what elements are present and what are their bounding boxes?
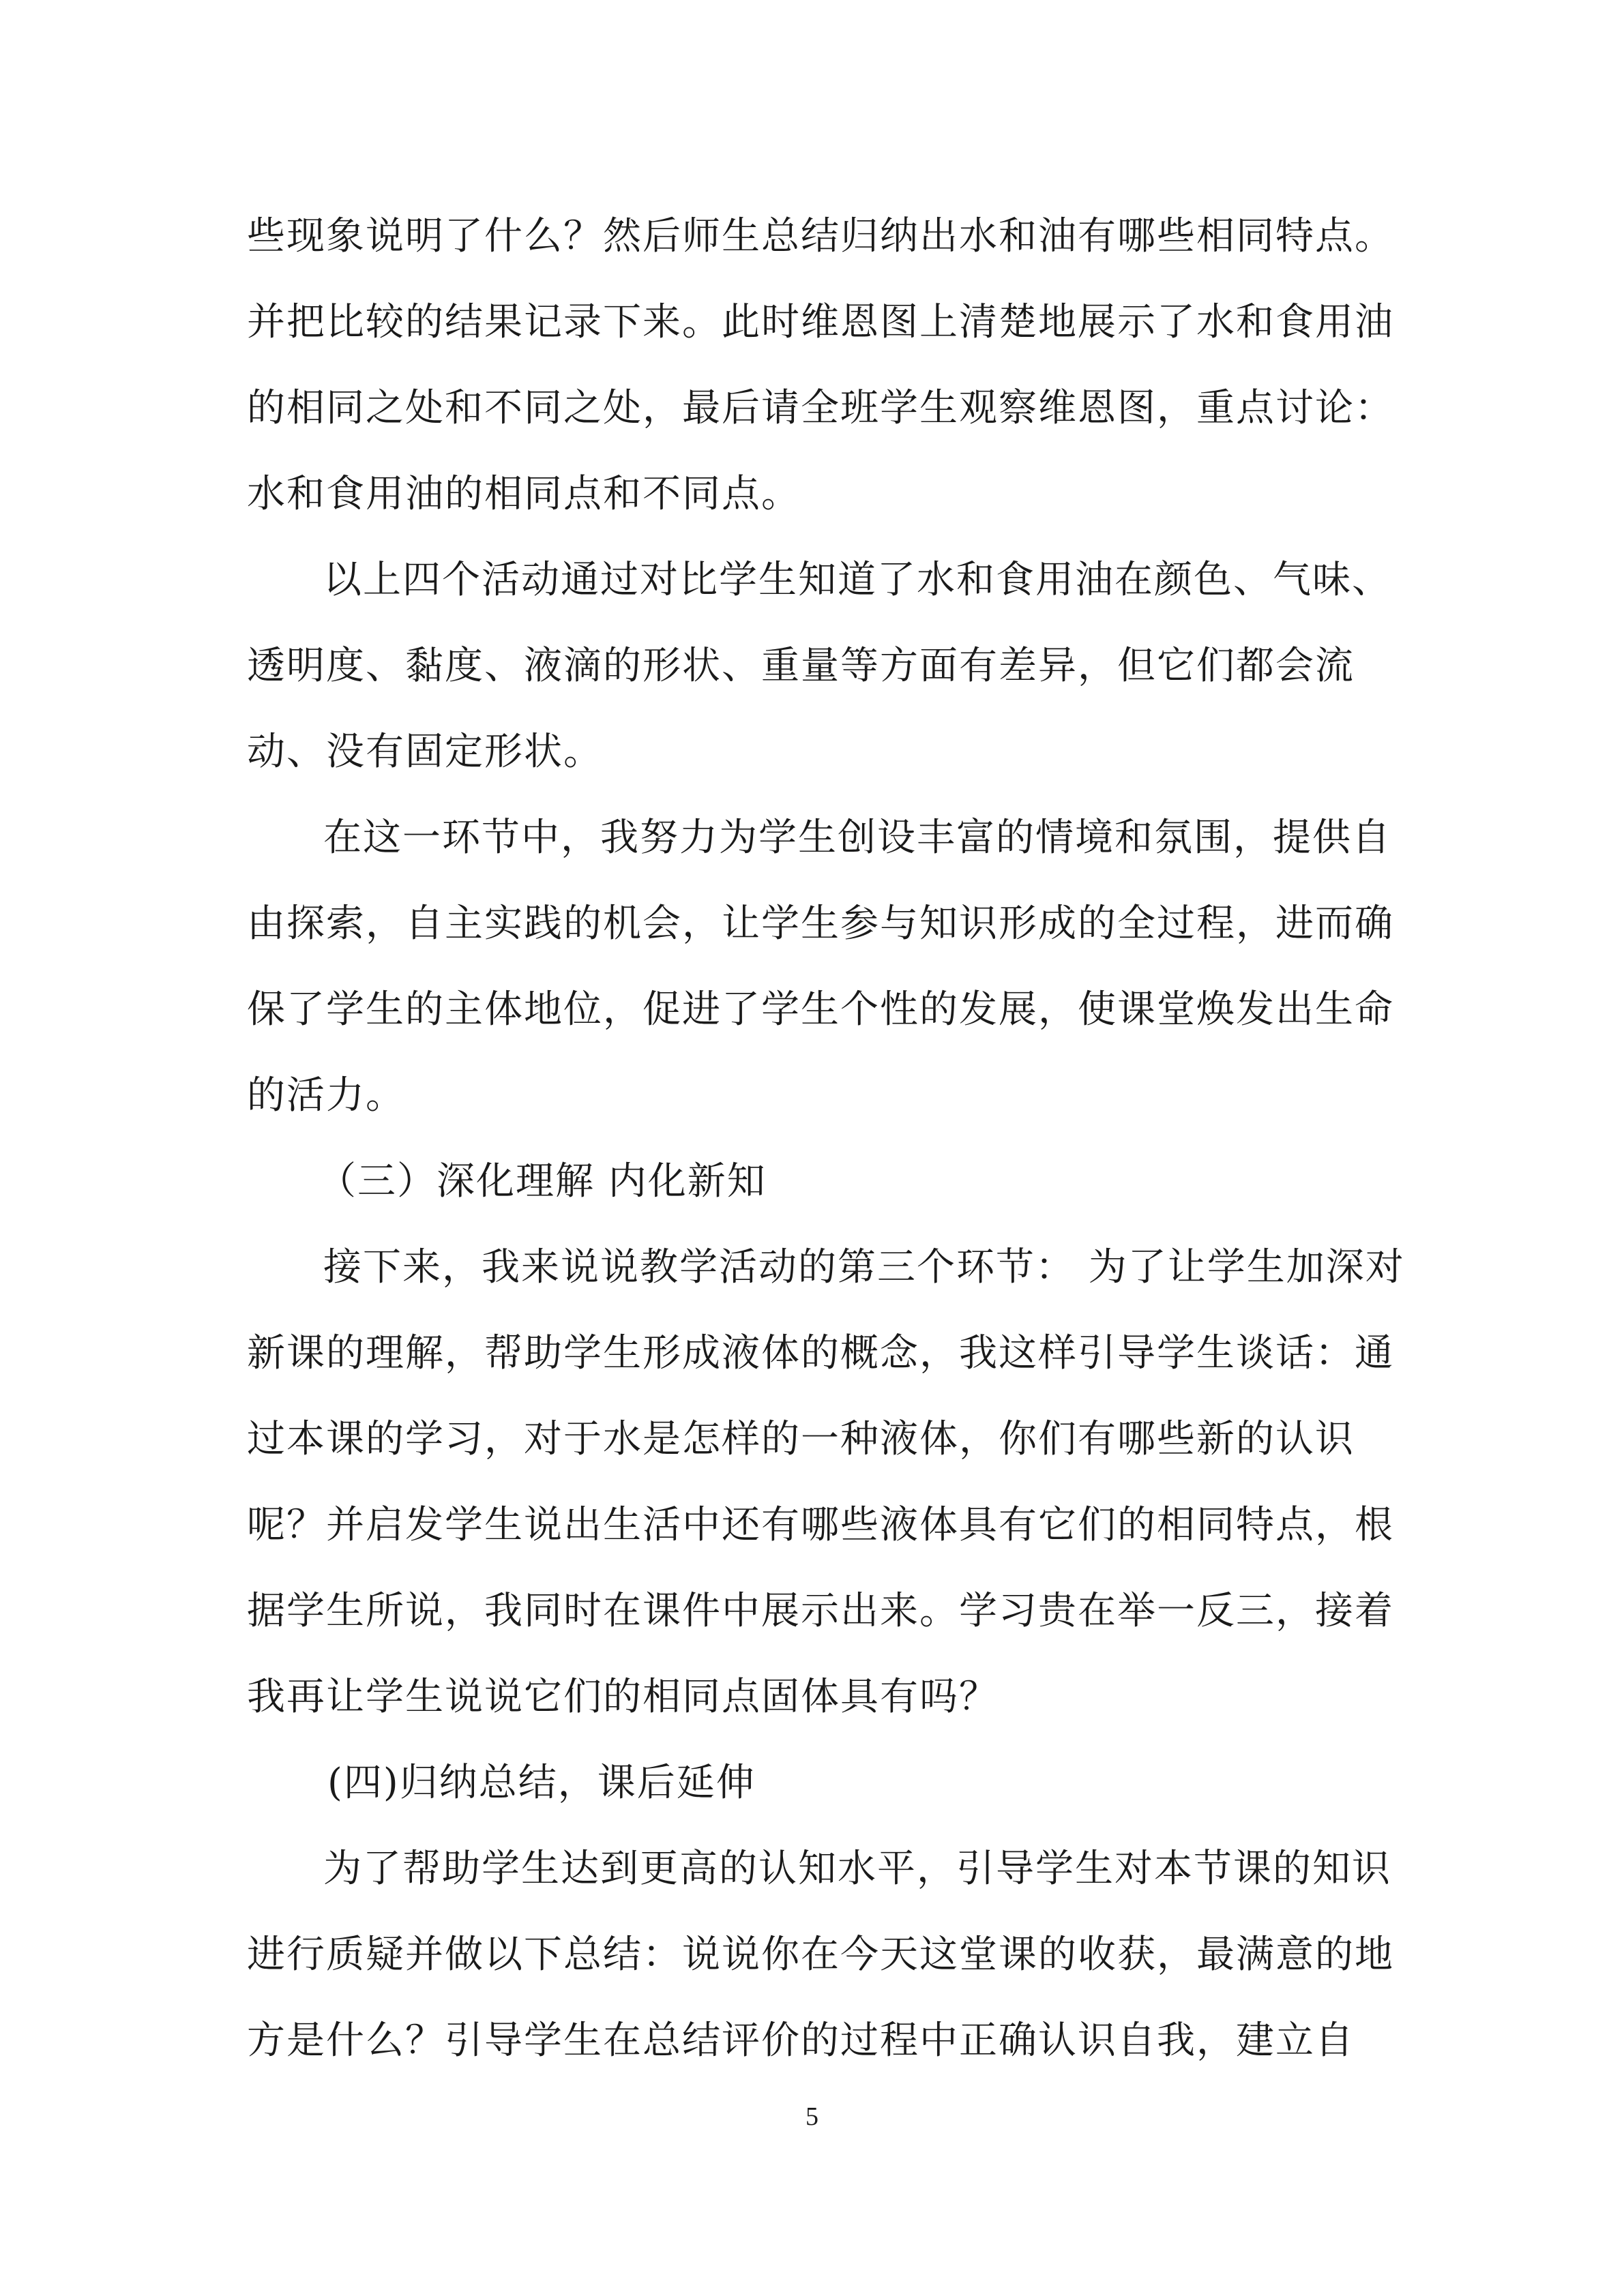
paragraph-first-line: 接下来，我来说说教学活动的第三个环节： 为了让学生加深对 bbox=[323, 1245, 1405, 1289]
paragraph-first-line: 为了帮助学生达到更高的认知水平，引导学生对本节课的知识 bbox=[323, 1847, 1391, 1891]
paragraph-first-line: 以上四个活动通过对比学生知道了水和食用油在颜色、气味、 bbox=[323, 558, 1391, 602]
text-line: 新课的理解，帮助学生形成液体的概念，我这样引导学生谈话：通 bbox=[247, 1331, 1394, 1375]
text-line: 方是什么？引导学生在总结评价的过程中正确认识自我，建立自 bbox=[247, 2018, 1355, 2063]
text-line: 透明度、黏度、液滴的形状、重量等方面有差异，但它们都会流 bbox=[247, 644, 1355, 688]
section-heading: （三）深化理解 内化新知 bbox=[318, 1159, 767, 1204]
text-line: 呢？并启发学生说出生活中还有哪些液体具有它们的相同特点，根 bbox=[247, 1503, 1394, 1547]
page-number: 5 bbox=[806, 2102, 818, 2131]
text-line: 进行质疑并做以下总结：说说你在今天这堂课的收获，最满意的地 bbox=[247, 1933, 1394, 1977]
text-line: 据学生所说，我同时在课件中展示出来。学习贵在举一反三，接着 bbox=[247, 1589, 1394, 1633]
text-line: 的相同之处和不同之处，最后请全班学生观察维恩图，重点讨论： bbox=[247, 386, 1394, 430]
text-line: 保了学生的主体地位，促进了学生个性的发展，使课堂焕发出生命 bbox=[247, 987, 1394, 1032]
text-line: 并把比较的结果记录下来。此时维恩图上清楚地展示了水和食用油 bbox=[247, 300, 1394, 344]
text-line: 些现象说明了什么？然后师生总结归纳出水和油有哪些相同特点。 bbox=[247, 214, 1394, 258]
text-line: 水和食用油的相同点和不同点。 bbox=[247, 472, 801, 516]
text-line: 动、没有固定形状。 bbox=[247, 730, 603, 774]
text-line: 我再让学生说说它们的相同点固体具有吗？ bbox=[247, 1675, 999, 1719]
section-heading: (四)归纳总结，课后延伸 bbox=[327, 1761, 756, 1805]
text-line: 的活力。 bbox=[247, 1073, 405, 1118]
text-line: 由探索，自主实践的机会，让学生参与知识形成的全过程，进而确 bbox=[247, 901, 1394, 946]
text-line: 过本课的学习，对于水是怎样的一种液体，你们有哪些新的认识 bbox=[247, 1417, 1355, 1461]
paragraph-first-line: 在这一环节中，我努力为学生创设丰富的情境和氛围，提供自 bbox=[323, 816, 1391, 860]
